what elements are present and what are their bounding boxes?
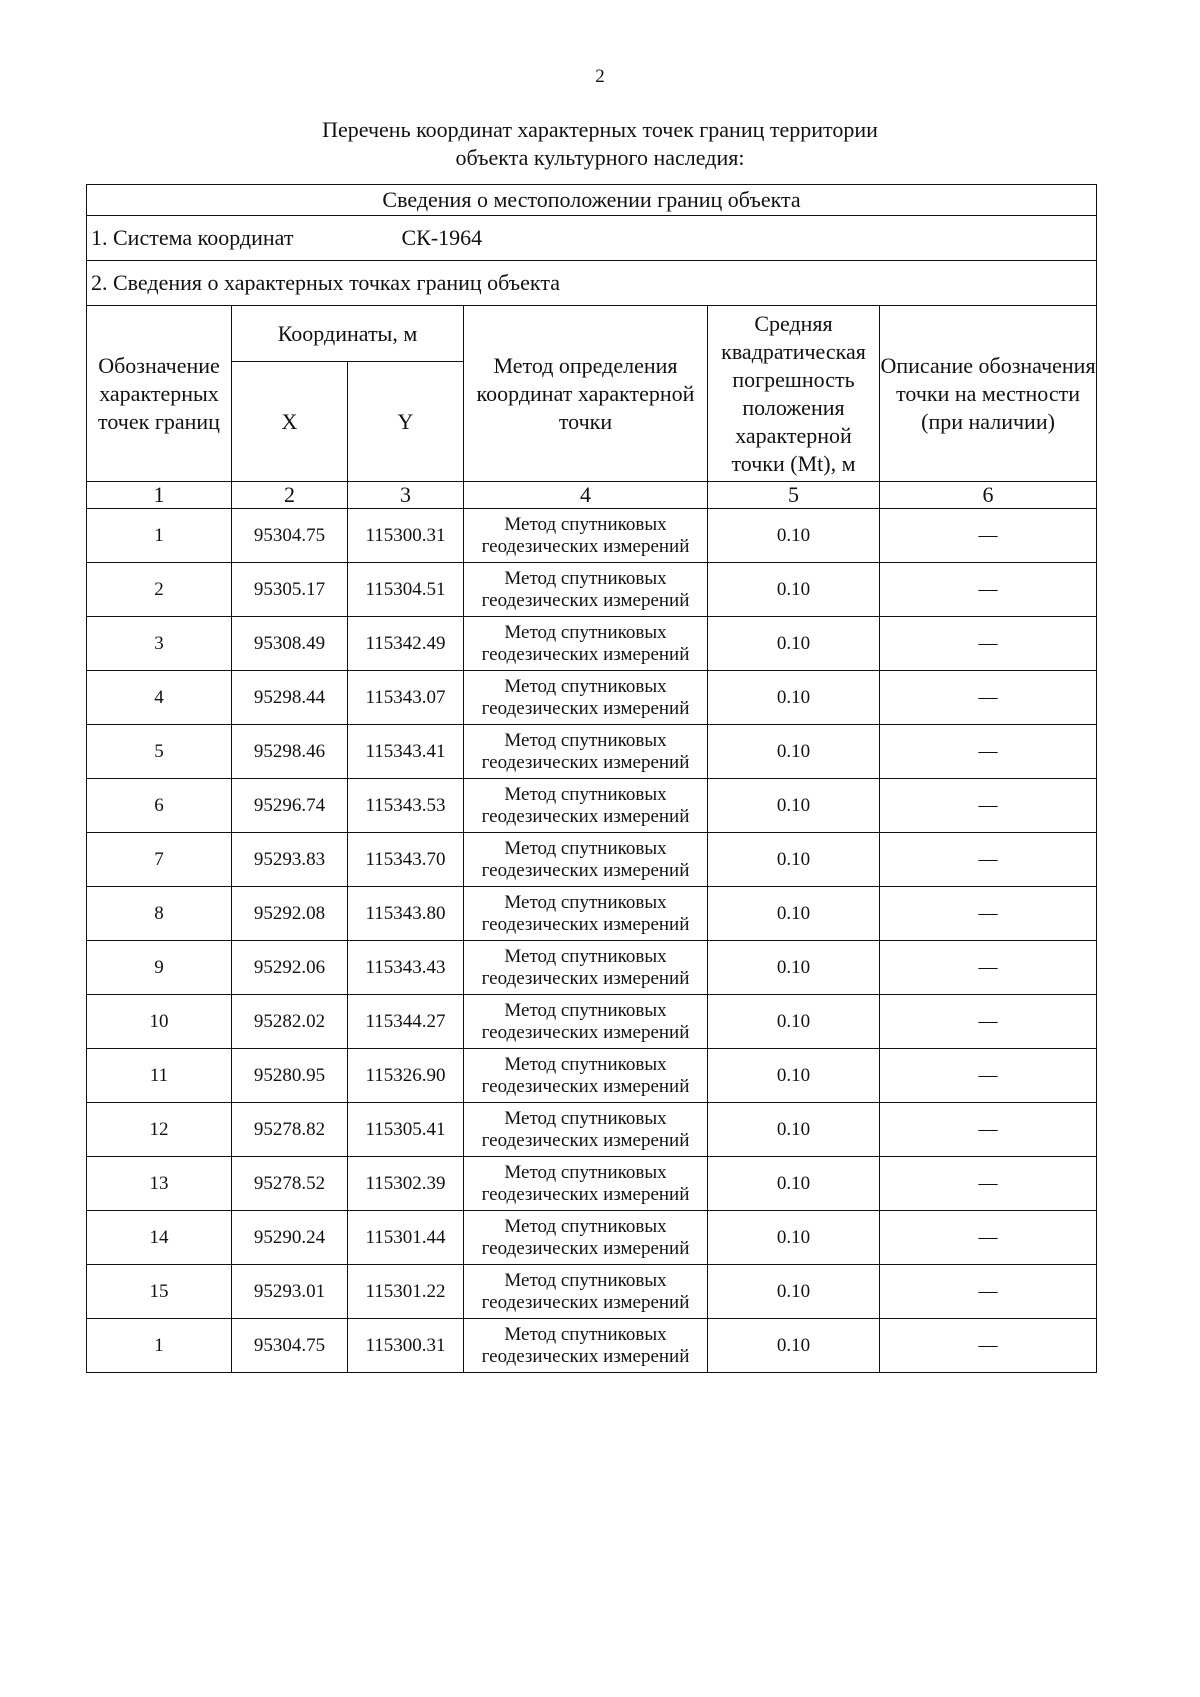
description-cell: — [880, 1265, 1097, 1319]
table-row [87, 941, 1097, 995]
point-cell: 11 [87, 1049, 232, 1103]
description-cell: — [880, 563, 1097, 617]
column-number: 6 [880, 482, 1097, 509]
x-cell: 95290.24 [232, 1211, 348, 1265]
x-cell: 95304.75 [232, 1319, 348, 1373]
method-cell: Метод спутниковых геодезических измерений [464, 941, 708, 995]
coordinate-system-row [87, 216, 1097, 261]
table-row [87, 509, 1097, 563]
coordinate-system-value: СК-1964 [401, 225, 483, 250]
header-error: Средняя квадратическая погрешность положения характерной точки (Mt), м [708, 306, 880, 482]
method-cell: Метод спутниковых геодезических измерений [464, 995, 708, 1049]
table-row [87, 1049, 1097, 1103]
method-cell: Метод спутниковых геодезических измерений [464, 887, 708, 941]
y-cell: 115300.31 [348, 1319, 464, 1373]
point-cell: 2 [87, 563, 232, 617]
description-cell: — [880, 509, 1097, 563]
y-cell: 115343.07 [348, 671, 464, 725]
description-cell: — [880, 1049, 1097, 1103]
table-row [87, 1211, 1097, 1265]
y-cell: 115344.27 [348, 995, 464, 1049]
error-cell: 0.10 [708, 509, 880, 563]
y-cell: 115301.44 [348, 1211, 464, 1265]
y-cell: 115343.41 [348, 725, 464, 779]
point-cell: 9 [87, 941, 232, 995]
header-x: X [232, 362, 348, 482]
table-row [87, 1319, 1097, 1373]
description-cell: — [880, 995, 1097, 1049]
x-cell: 95293.01 [232, 1265, 348, 1319]
column-number: 4 [464, 482, 708, 509]
point-cell: 4 [87, 671, 232, 725]
coordinate-system-label: 1. Система координат [91, 225, 294, 250]
table-row [87, 617, 1097, 671]
points-header: 2. Сведения о характерных точках границ объекта [87, 261, 1097, 306]
column-number: 1 [87, 482, 232, 509]
method-cell: Метод спутниковых геодезических измерений [464, 1211, 708, 1265]
point-cell: 3 [87, 617, 232, 671]
y-cell: 115326.90 [348, 1049, 464, 1103]
y-cell: 115302.39 [348, 1157, 464, 1211]
point-cell: 6 [87, 779, 232, 833]
method-cell: Метод спутниковых геодезических измерений [464, 671, 708, 725]
table-row [87, 1103, 1097, 1157]
coordinates-table [86, 184, 1097, 1373]
method-cell: Метод спутниковых геодезических измерений [464, 617, 708, 671]
error-cell: 0.10 [708, 671, 880, 725]
method-cell: Метод спутниковых геодезических измерений [464, 779, 708, 833]
x-cell: 95280.95 [232, 1049, 348, 1103]
point-cell: 12 [87, 1103, 232, 1157]
method-cell: Метод спутниковых геодезических измерений [464, 509, 708, 563]
error-cell: 0.10 [708, 779, 880, 833]
header-y: Y [348, 362, 464, 482]
x-cell: 95292.08 [232, 887, 348, 941]
x-cell: 95298.44 [232, 671, 348, 725]
method-cell: Метод спутниковых геодезических измерений [464, 1265, 708, 1319]
point-cell: 14 [87, 1211, 232, 1265]
point-cell: 5 [87, 725, 232, 779]
description-cell: — [880, 1157, 1097, 1211]
point-cell: 1 [87, 1319, 232, 1373]
description-cell: — [880, 725, 1097, 779]
x-cell: 95278.52 [232, 1157, 348, 1211]
error-cell: 0.10 [708, 725, 880, 779]
y-cell: 115304.51 [348, 563, 464, 617]
x-cell: 95304.75 [232, 509, 348, 563]
y-cell: 115343.80 [348, 887, 464, 941]
point-cell: 15 [87, 1265, 232, 1319]
point-cell: 8 [87, 887, 232, 941]
header-description: Описание обозначения точки на местности (при наличии) [880, 306, 1097, 482]
error-cell: 0.10 [708, 941, 880, 995]
method-cell: Метод спутниковых геодезических измерений [464, 1049, 708, 1103]
error-cell: 0.10 [708, 1103, 880, 1157]
method-cell: Метод спутниковых геодезических измерений [464, 1319, 708, 1373]
method-cell: Метод спутниковых геодезических измерений [464, 1157, 708, 1211]
point-cell: 10 [87, 995, 232, 1049]
table-row [87, 779, 1097, 833]
description-cell: — [880, 671, 1097, 725]
table-row [87, 995, 1097, 1049]
method-cell: Метод спутниковых геодезических измерений [464, 1103, 708, 1157]
error-cell: 0.10 [708, 1157, 880, 1211]
y-cell: 115343.53 [348, 779, 464, 833]
table-row [87, 887, 1097, 941]
x-cell: 95296.74 [232, 779, 348, 833]
x-cell: 95298.46 [232, 725, 348, 779]
column-number: 2 [232, 482, 348, 509]
y-cell: 115305.41 [348, 1103, 464, 1157]
header-coordinates: Координаты, м [232, 306, 464, 362]
section-header: Сведения о местоположении границ объекта [87, 185, 1097, 216]
point-cell: 13 [87, 1157, 232, 1211]
method-cell: Метод спутниковых геодезических измерений [464, 725, 708, 779]
x-cell: 95282.02 [232, 995, 348, 1049]
column-number: 3 [348, 482, 464, 509]
x-cell: 95308.49 [232, 617, 348, 671]
title-line-2: объекта культурного наследия: [455, 145, 745, 170]
point-cell: 7 [87, 833, 232, 887]
method-cell: Метод спутниковых геодезических измерений [464, 833, 708, 887]
method-cell: Метод спутниковых геодезических измерений [464, 563, 708, 617]
description-cell: — [880, 887, 1097, 941]
description-cell: — [880, 1211, 1097, 1265]
description-cell: — [880, 617, 1097, 671]
description-cell: — [880, 1319, 1097, 1373]
error-cell: 0.10 [708, 1319, 880, 1373]
document-title [0, 116, 1200, 172]
error-cell: 0.10 [708, 1211, 880, 1265]
table-row [87, 1157, 1097, 1211]
title-line-1: Перечень координат характерных точек границ территории [322, 117, 878, 142]
y-cell: 115343.43 [348, 941, 464, 995]
header-designation: Обозначение характерных точек границ [87, 306, 232, 482]
description-cell: — [880, 833, 1097, 887]
error-cell: 0.10 [708, 887, 880, 941]
error-cell: 0.10 [708, 1265, 880, 1319]
y-cell: 115301.22 [348, 1265, 464, 1319]
table-row [87, 1265, 1097, 1319]
column-numbers-row [87, 482, 1097, 509]
error-cell: 0.10 [708, 617, 880, 671]
description-cell: — [880, 1103, 1097, 1157]
y-cell: 115342.49 [348, 617, 464, 671]
y-cell: 115300.31 [348, 509, 464, 563]
x-cell: 95293.83 [232, 833, 348, 887]
point-cell: 1 [87, 509, 232, 563]
description-cell: — [880, 941, 1097, 995]
header-method: Метод определения координат характерной точки [464, 306, 708, 482]
x-cell: 95292.06 [232, 941, 348, 995]
table-row [87, 563, 1097, 617]
table-row [87, 671, 1097, 725]
error-cell: 0.10 [708, 995, 880, 1049]
x-cell: 95278.82 [232, 1103, 348, 1157]
table-row [87, 725, 1097, 779]
y-cell: 115343.70 [348, 833, 464, 887]
error-cell: 0.10 [708, 563, 880, 617]
description-cell: — [880, 779, 1097, 833]
table-row [87, 833, 1097, 887]
page-number: 2 [595, 66, 605, 87]
error-cell: 0.10 [708, 1049, 880, 1103]
column-number: 5 [708, 482, 880, 509]
x-cell: 95305.17 [232, 563, 348, 617]
error-cell: 0.10 [708, 833, 880, 887]
